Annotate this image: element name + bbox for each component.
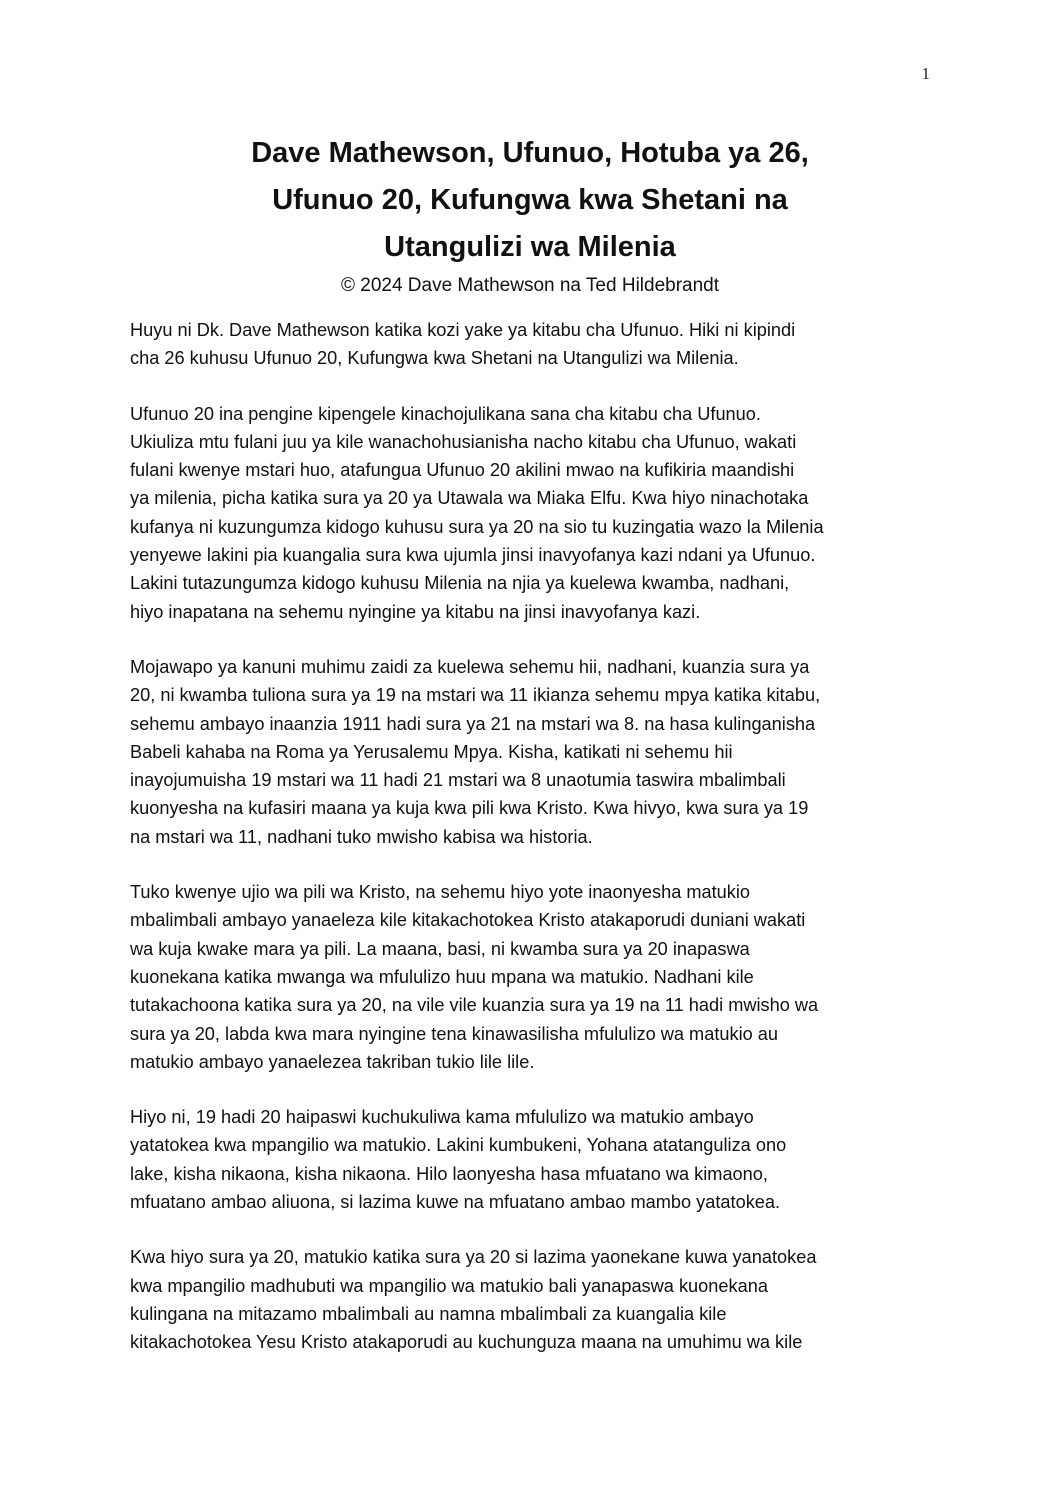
text-line: Hiyo ni, 19 hadi 20 haipaswi kuchukuliwa kama mfululizo wa matukio ambayo (130, 1107, 754, 1128)
text-line: Kwa hiyo sura ya 20, matukio katika sura ya 20 si lazima yaonekane kuwa yanatokea (130, 1247, 817, 1268)
text-line: yenyewe lakini pia kuangalia sura kwa ujumla jinsi inavyofanya kazi ndani ya Ufunuo. (130, 545, 816, 566)
text-line: Lakini tutazungumza kidogo kuhusu Milenia na njia ya kuelewa kwamba, nadhani, (130, 573, 790, 594)
text-line: fulani kwenye mstari huo, atafungua Ufunuo 20 akilini mwao na kufikiria maandishi (130, 460, 795, 481)
text-line: kufanya ni kuzungumza kidogo kuhusu sura ya 20 na sio tu kuzingatia wazo la Milenia (130, 516, 824, 537)
text-line: hiyo inapatana na sehemu nyingine ya kitabu na jinsi inavyofanya kazi. (130, 601, 701, 622)
title-line: Ufunuo 20, Kufungwa kwa Shetani na (272, 184, 788, 216)
title-block (130, 130, 930, 299)
text-line: kwa mpangilio madhubuti wa mpangilio wa matukio bali yanapaswa kuonekana (130, 1275, 768, 1296)
paragraph (130, 653, 950, 851)
text-line: matukio ambayo yanaelezea takriban tukio lile lile. (130, 1051, 535, 1072)
text-line: Ufunuo 20 ina pengine kipengele kinachojulikana sana cha kitabu cha Ufunuo. (130, 403, 761, 424)
text-line: tutakachoona katika sura ya 20, na vile vile kuanzia sura ya 19 na 11 hadi mwisho wa (130, 995, 819, 1016)
text-line: yatatokea kwa mpangilio wa matukio. Lakini kumbukeni, Yohana atatanguliza ono (130, 1135, 787, 1156)
title-line: Utangulizi wa Milenia (384, 231, 676, 263)
text-line: 20, ni kwamba tuliona sura ya 19 na mstari wa 11 ikianza sehemu mpya katika kitabu, (130, 685, 821, 706)
text-line: sura ya 20, labda kwa mara nyingine tena kinawasilisha mfululizo wa matukio au (130, 1023, 779, 1044)
paragraph-intro (130, 316, 950, 373)
title-line: Dave Mathewson, Ufunuo, Hotuba ya 26, (251, 137, 809, 169)
text-line: Tuko kwenye ujio wa pili wa Kristo, na sehemu hiyo yote inaonyesha matukio (130, 882, 751, 903)
text-line: inayojumuisha 19 mstari wa 11 hadi 21 mstari wa 8 unaotumia taswira mbalimbali (130, 770, 786, 791)
text-line: mbalimbali ambayo yanaeleza kile kitakachotokea Kristo atakaporudi duniani wakati (130, 910, 806, 931)
paragraph (130, 878, 950, 1076)
body-text (130, 316, 950, 1384)
text-line: kuonyesha na kufasiri maana ya kuja kwa pili kwa Kristo. Kwa hivyo, kwa sura ya 19 (130, 798, 809, 819)
paragraph (130, 1243, 950, 1356)
text-line: sehemu ambayo inaanzia 1911 hadi sura ya 21 na mstari wa 8. na hasa kulinganisha (130, 713, 816, 734)
text-line: ya milenia, picha katika sura ya 20 ya Utawala wa Miaka Elfu. Kwa hiyo ninachotaka (130, 488, 809, 509)
text-line: kuonekana katika mwanga wa mfululizo huu mpana wa matukio. Nadhani kile (130, 966, 754, 987)
text-line: wa kuja kwake mara ya pili. La maana, basi, ni kwamba sura ya 20 inapaswa (130, 938, 750, 959)
text-line: Mojawapo ya kanuni muhimu zaidi za kuelewa sehemu hii, nadhani, kuanzia sura ya (130, 656, 810, 677)
text-line: Ukiuliza mtu fulani juu ya kile wanachohusianisha nacho kitabu cha Ufunuo, wakati (130, 431, 797, 452)
copyright-notice: © 2024 Dave Mathewson na Ted Hildebrandt (340, 275, 720, 296)
text-line: Huyu ni Dk. Dave Mathewson katika kozi yake ya kitabu cha Ufunuo. Hiki ni kipindi (130, 320, 796, 340)
text-line: lake, kisha nikaona, kisha nikaona. Hilo laonyesha hasa mfuatano wa kimaono, (130, 1163, 768, 1184)
paragraph (130, 1103, 950, 1216)
text-line: kulingana na mitazamo mbalimbali au namna mbalimbali za kuangalia kile (130, 1303, 727, 1324)
text-line: na mstari wa 11, nadhani tuko mwisho kabisa wa historia. (130, 826, 593, 847)
text-line: mfuatano ambao aliuona, si lazima kuwe na mfuatano ambao mambo yatatokea. (130, 1192, 781, 1213)
page-number: 1 (921, 64, 930, 83)
paragraph (130, 400, 950, 626)
text-line: cha 26 kuhusu Ufunuo 20, Kufungwa kwa Shetani na Utangulizi wa Milenia. (130, 348, 739, 369)
text-line: Babeli kahaba na Roma ya Yerusalemu Mpya. Kisha, katikati ni sehemu hii (130, 741, 733, 762)
text-line: kitakachotokea Yesu Kristo atakaporudi au kuchunguza maana na umuhimu wa kile (130, 1332, 803, 1353)
